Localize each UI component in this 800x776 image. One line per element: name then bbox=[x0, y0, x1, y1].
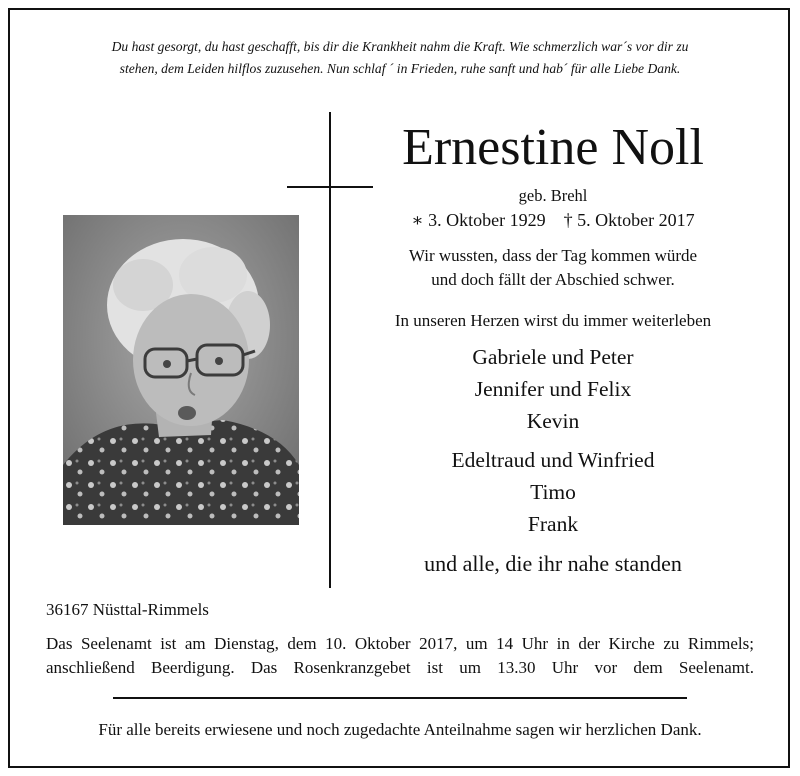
deceased-name: Ernestine Noll bbox=[402, 119, 704, 176]
mourner-name: Kevin bbox=[526, 409, 580, 433]
mourner-name: Timo bbox=[530, 480, 576, 504]
mourner-group-2 bbox=[360, 444, 746, 540]
service-line-2: anschließend Beerdigung. Das Rosenkranzgebet ist um 13.30 Uhr vor dem Seelenamt. bbox=[46, 658, 754, 677]
divider-rule bbox=[113, 697, 687, 699]
mourner-name: Edeltraud und Winfried bbox=[451, 448, 655, 472]
life-dates bbox=[360, 208, 746, 232]
motto-line-2: stehen, dem Leiden hilflos zuzusehen. Nun schlaf ´ in Frieden, ruhe sanft und hab´ für alle Liebe Dank. bbox=[119, 61, 681, 76]
mourner-name: Gabriele und Peter bbox=[472, 345, 634, 369]
mourners-closing: und alle, die ihr nahe standen bbox=[424, 551, 682, 576]
portrait-photo bbox=[63, 215, 299, 525]
quote-line-2: und doch fällt der Abschied schwer. bbox=[431, 270, 675, 289]
remembrance-line: In unseren Herzen wirst du immer weiterleben bbox=[394, 311, 712, 330]
motto-verse bbox=[30, 36, 770, 80]
service-line-1: Das Seelenamt ist am Dienstag, dem 10. Oktober 2017, um 14 Uhr in der Kirche zu Rimmels; bbox=[46, 634, 754, 653]
mourner-name: Jennifer und Felix bbox=[474, 377, 632, 401]
portrait-image bbox=[63, 215, 299, 525]
service-details bbox=[46, 632, 754, 680]
mourner-name: Frank bbox=[527, 512, 579, 536]
death-date: † 5. Oktober 2017 bbox=[563, 210, 695, 230]
quote-line-1: Wir wussten, dass der Tag kommen würde bbox=[408, 246, 698, 265]
motto-line-1: Du hast gesorgt, du hast geschafft, bis dir die Krankheit nahm die Kraft. Wie schmerzlich war´s vor dir zu bbox=[111, 39, 689, 54]
thanks-line: Für alle bereits erwiesene und noch zugedachte Anteilnahme sagen wir herzlichen Dank. bbox=[98, 720, 702, 739]
cross-icon-vertical bbox=[329, 112, 331, 588]
maiden-name: geb. Brehl bbox=[518, 186, 588, 205]
place-line: 36167 Nüsttal-Rimmels bbox=[46, 600, 209, 619]
farewell-quote bbox=[360, 244, 746, 292]
birth-date: ∗ 3. Oktober 1929 bbox=[411, 210, 546, 230]
mourner-group-1 bbox=[360, 341, 746, 437]
